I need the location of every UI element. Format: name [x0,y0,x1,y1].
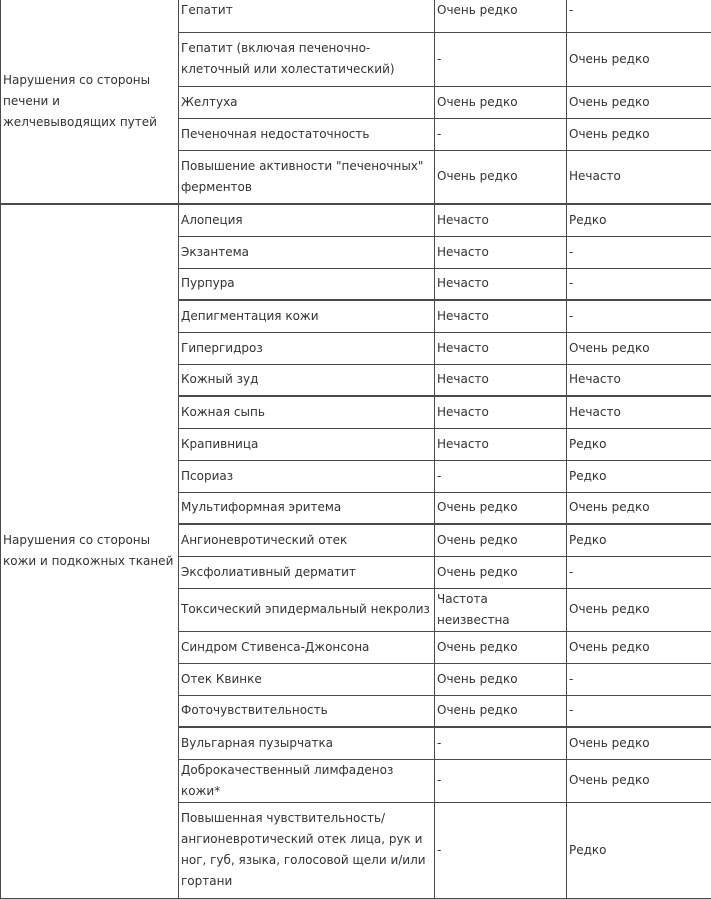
frequency-cell: Редко [567,524,711,556]
frequency-cell: Нечасто [435,300,567,332]
effect-cell: Экзантема [179,236,435,268]
effect-cell: Повышение активности "печеночных" ферментов [179,150,435,204]
effect-cell: Вульгарная пузырчатка [179,727,435,759]
frequency-cell: Очень редко [435,0,567,32]
frequency-cell: Редко [567,204,711,236]
frequency-cell: Нечасто [435,428,567,460]
frequency-cell: Очень редко [567,118,711,150]
effect-cell: Фоточувствительность [179,695,435,727]
effect-cell: Печеночная недостаточность [179,118,435,150]
frequency-cell: - [567,663,711,695]
effect-cell: Крапивница [179,428,435,460]
frequency-cell: Редко [567,460,711,492]
table-row [1,0,711,32]
effect-cell: Эксфолиативный дерматит [179,556,435,588]
effect-cell: Алопеция [179,204,435,236]
effect-cell: Повышенная чувствительность/ ангионевротический отек лица, рук и ног, губ, языка, голосовой щели и/или гортани [179,802,435,898]
frequency-cell: Нечасто [435,236,567,268]
frequency-cell: - [435,727,567,759]
organ-class-cell: Нарушения со стороны печени и желчевыводящих путей [1,0,179,204]
frequency-cell: - [435,802,567,898]
frequency-cell: - [567,236,711,268]
frequency-cell: Редко [567,802,711,898]
effect-cell: Синдром Стивенса-Джонсона [179,631,435,663]
frequency-cell: - [567,0,711,32]
effect-cell: Гипергидроз [179,332,435,364]
table-row [1,204,711,236]
frequency-cell: - [435,460,567,492]
frequency-cell: Очень редко [567,631,711,663]
frequency-cell: - [435,759,567,802]
frequency-cell: - [567,268,711,300]
frequency-cell: Нечасто [567,396,711,428]
effect-cell: Ангионевротический отек [179,524,435,556]
effect-cell: Отек Квинке [179,663,435,695]
effect-cell: Желтуха [179,86,435,118]
frequency-cell: Нечасто [435,204,567,236]
frequency-cell: Очень редко [567,332,711,364]
frequency-cell: Очень редко [435,492,567,524]
frequency-cell: Очень редко [435,524,567,556]
frequency-cell: Редко [567,428,711,460]
frequency-cell: Нечасто [435,396,567,428]
frequency-cell: - [567,300,711,332]
effect-cell: Кожный зуд [179,364,435,396]
effect-cell: Доброкачественный лимфаденоз кожи* [179,759,435,802]
effect-cell: Кожная сыпь [179,396,435,428]
frequency-cell: Очень редко [435,695,567,727]
frequency-cell: Очень редко [567,32,711,86]
frequency-cell: Очень редко [435,663,567,695]
frequency-cell: Очень редко [567,727,711,759]
effect-cell: Мультиформная эритема [179,492,435,524]
frequency-cell: Нечасто [435,268,567,300]
frequency-cell: - [567,695,711,727]
frequency-cell: Частота неизвестна [435,588,567,631]
effect-cell: Депигментация кожи [179,300,435,332]
frequency-cell: Очень редко [435,86,567,118]
frequency-cell: Очень редко [567,759,711,802]
frequency-cell: Очень редко [435,556,567,588]
effect-cell: Гепатит (включая печеночно-клеточный или холестатический) [179,32,435,86]
effect-cell: Токсический эпидермальный некролиз [179,588,435,631]
frequency-cell: - [567,556,711,588]
frequency-cell: Очень редко [567,86,711,118]
frequency-cell: - [435,118,567,150]
frequency-cell: Очень редко [567,588,711,631]
effect-cell: Псориаз [179,460,435,492]
frequency-cell: Нечасто [567,364,711,396]
effect-cell: Пурпура [179,268,435,300]
frequency-cell: Нечасто [567,150,711,204]
organ-class-cell: Нарушения со стороны кожи и подкожных тканей [1,204,179,898]
frequency-cell: Нечасто [435,364,567,396]
frequency-cell: - [435,32,567,86]
effect-cell: Гепатит [179,0,435,32]
frequency-cell: Очень редко [567,492,711,524]
frequency-cell: Нечасто [435,332,567,364]
frequency-cell: Очень редко [435,631,567,663]
frequency-cell: Очень редко [435,150,567,204]
